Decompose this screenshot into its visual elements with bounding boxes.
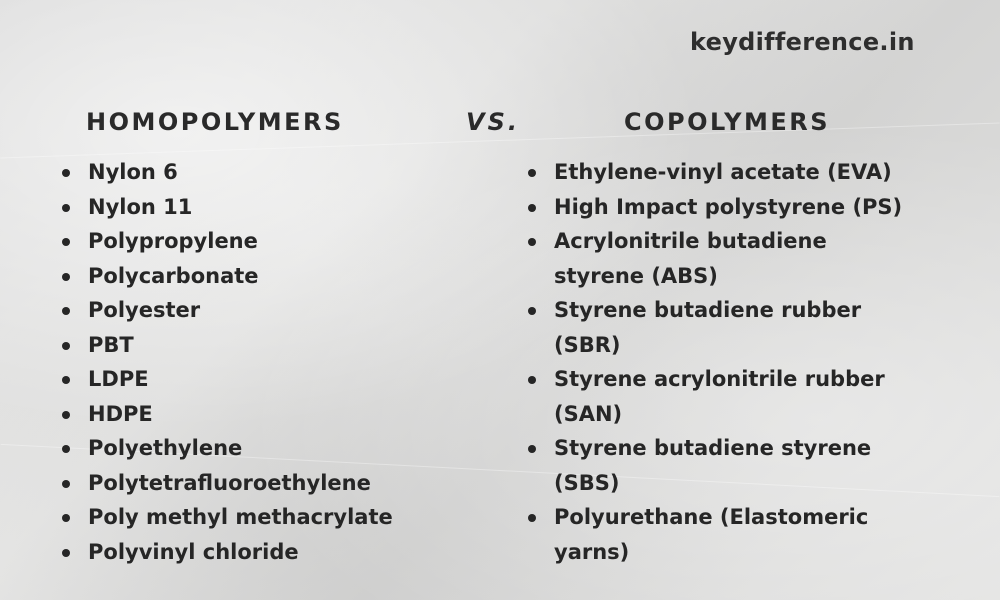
bullet-icon: [62, 342, 70, 350]
list-item-label: LDPE: [88, 367, 149, 391]
list-item-label-continued: (SBS): [554, 470, 620, 495]
list-item-label: Acrylonitrile butadiene: [554, 229, 827, 253]
bullet-icon: [62, 169, 70, 177]
list-item: [526, 155, 986, 190]
list-item-label: PBT: [88, 332, 134, 357]
list-item-label: Ethylene-vinyl acetate (EVA): [554, 160, 892, 184]
list-item: [60, 500, 480, 535]
list-item-label: Nylon 11: [88, 194, 193, 219]
list-item: [526, 224, 986, 293]
list-item: [526, 190, 986, 225]
list-item-label: Polycarbonate: [88, 263, 259, 288]
list-item-label: Styrene butadiene rubber: [554, 298, 862, 322]
bullet-icon: [528, 376, 536, 384]
list-item: [60, 397, 480, 432]
list-item-label: Nylon 6: [88, 160, 178, 184]
list-item-label: Polytetrafluoroethylene: [88, 470, 371, 495]
heading-homopolymers: HOMOPOLYMERS: [86, 108, 344, 136]
list-item-label: Polyurethane (Elastomeric: [554, 505, 869, 529]
list-item: [526, 431, 986, 500]
list-item-label: Polyester: [88, 298, 201, 322]
site-watermark: keydifference.in: [690, 28, 915, 56]
bullet-icon: [528, 445, 536, 453]
heading-vs: VS.: [466, 108, 520, 136]
bullet-icon: [528, 204, 536, 212]
bullet-icon: [62, 514, 70, 522]
bullet-icon: [62, 480, 70, 488]
list-item: [60, 293, 480, 328]
list-item: [60, 535, 480, 570]
list-item-label: Poly methyl methacrylate: [88, 505, 393, 529]
homopolymers-list: [60, 155, 480, 569]
bullet-icon: [62, 376, 70, 384]
list-item-label: Polypropylene: [88, 229, 258, 253]
bullet-icon: [62, 273, 70, 281]
list-item: [60, 190, 480, 225]
list-item: [526, 293, 986, 362]
list-item-label: HDPE: [88, 401, 153, 426]
bullet-icon: [62, 549, 70, 557]
bullet-icon: [62, 307, 70, 315]
list-item-label-continued: (SBR): [554, 332, 621, 357]
bullet-icon: [62, 411, 70, 419]
list-item-label-continued: styrene (ABS): [554, 263, 718, 288]
list-item: [60, 224, 480, 259]
list-item-label-continued: (SAN): [554, 401, 623, 426]
bullet-icon: [528, 514, 536, 522]
list-item: [60, 328, 480, 363]
list-item-label: Polyvinyl chloride: [88, 539, 299, 564]
list-item: [60, 259, 480, 294]
list-item: [526, 500, 986, 569]
list-item-label: High Impact polystyrene (PS): [554, 194, 903, 219]
list-item: [60, 362, 480, 397]
bullet-icon: [528, 238, 536, 246]
list-item: [60, 155, 480, 190]
bullet-icon: [62, 445, 70, 453]
list-item-label: Polyethylene: [88, 436, 243, 460]
list-item: [60, 431, 480, 466]
bullet-icon: [528, 307, 536, 315]
bullet-icon: [62, 238, 70, 246]
list-item: [60, 466, 480, 501]
bullet-icon: [528, 169, 536, 177]
list-item: [526, 362, 986, 431]
list-item-label: Styrene acrylonitrile rubber: [554, 367, 885, 391]
heading-copolymers: COPOLYMERS: [624, 108, 830, 136]
bullet-icon: [62, 204, 70, 212]
list-item-label-continued: yarns): [554, 539, 630, 564]
list-item-label: Styrene butadiene styrene: [554, 436, 872, 460]
copolymers-list: [526, 155, 986, 569]
